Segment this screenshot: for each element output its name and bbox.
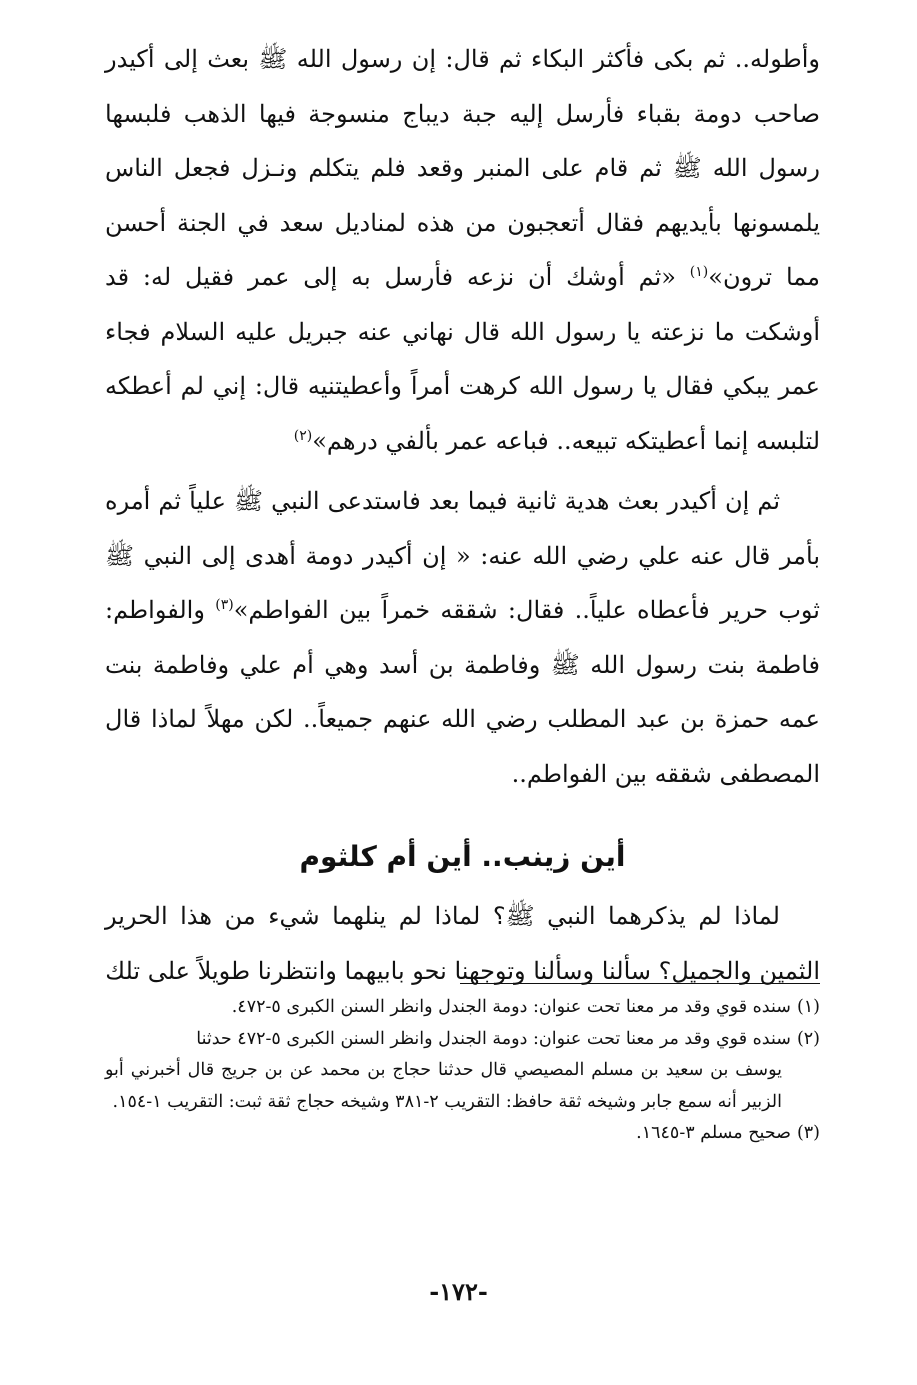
paragraph-3: [105, 889, 820, 998]
footnote-2-number: (٢): [796, 1028, 820, 1049]
footnote-1-number: (١): [796, 997, 820, 1017]
footnote-divider: [460, 983, 820, 984]
footnote-2-continuation: يوسف بن سعيد بن مسلم المصيصي قال حدثنا حجاج بن محمد عن بن جريج قال أخبرني أبو الزبير أنه سمع جابر وشيخه ثقة حافظ: التقريب ٢-٣٨١ وشيخه حجاج ثقة ثبت: التقريب ١-١٥٤.: [105, 1060, 782, 1112]
footnote-ref-2: (٢): [293, 427, 313, 444]
footnotes: [105, 992, 820, 1150]
footnote-ref-1: (١): [689, 264, 709, 280]
footnote-1: [105, 992, 820, 1024]
page-number: -١٧٢-: [429, 1277, 488, 1306]
paragraph-3-text: لماذا لم يذكرهما النبي ﷺ؟ لماذا لم ينلهما شيء من هذا الحرير الثمين والجميل؟ سألنا وسألنا وتوجهنا نحو بابيهما وانتظرنا طويلاً على تلك: [105, 902, 820, 985]
paragraph-1-text-a: وأطوله.. ثم بكى فأكثر البكاء ثم قال: إن رسول الله ﷺ بعث إلى أكيدر صاحب دومة بقباء فأرسل إليه جبة ديباج منسوجة فيها الذهب فلبسها رسول الله ﷺ ثم قام على المنبر وقعد فلم يتكلم ونـزل فجعل الناس يلمسونها بأيديهم فقال أتعجبون من هذه لمناديل سعد في الجنة أحسن مما ترون»: [105, 45, 820, 291]
footnote-3-number: (٣): [796, 1123, 820, 1143]
footnote-3-text: صحيح مسلم ٣-١٦٤٥.: [636, 1123, 791, 1143]
paragraph-2-text-b: والفواطم: فاطمة بنت رسول الله ﷺ وفاطمة بن أسد وهي أم علي وفاطمة بنت عمه حمزة بن عبد المطلب رضي الله عنهم جميعاً.. لكن مهلاً لماذا قال المصطفى شققه بين الفواطم..: [105, 596, 820, 788]
page-body: [105, 32, 820, 998]
paragraph-1-text-b: «ثم أوشك أن نزعه فأرسل به إلى عمر فقيل له: قد أوشكت ما نزعته يا رسول الله قال نهاني عنه جبريل عليه السلام فجاء عمر يبكي فقال يا رسول الله كرهت أمراً وأعطيتنيه قال: إني لم أعطكه لتلبسه إنما أعطيتكه تبيعه.. فباعه عمر بألفي درهم»: [105, 263, 820, 455]
footnote-2: [105, 1024, 820, 1119]
section-heading: أين زينب.. أين أم كلثوم: [299, 840, 626, 873]
footnote-ref-3: (٣): [215, 597, 234, 613]
footnote-1-text: سنده قوي وقد مر معنا تحت عنوان: دومة الجندل وانظر السنن الكبرى ٥-٤٧٢.: [231, 997, 791, 1017]
paragraph-2: [105, 474, 820, 801]
paragraph-1: [105, 32, 820, 468]
footnote-3: [105, 1118, 820, 1150]
footnote-2-text: سنده قوي وقد مر معنا تحت عنوان: دومة الجندل وانظر السنن الكبرى ٥-٤٧٢ حدثنا: [196, 1028, 791, 1049]
paragraph-2-text-a: ثم إن أكيدر بعث هدية ثانية فيما بعد فاستدعى النبي ﷺ علياً ثم أمره بأمر قال عنه علي رضي الله عنه: « إن أكيدر دومة أهدى إلى النبي ﷺ ثوب حرير فأعطاه علياً.. فقال: شققه خمراً بين الفواطم»: [105, 487, 820, 624]
